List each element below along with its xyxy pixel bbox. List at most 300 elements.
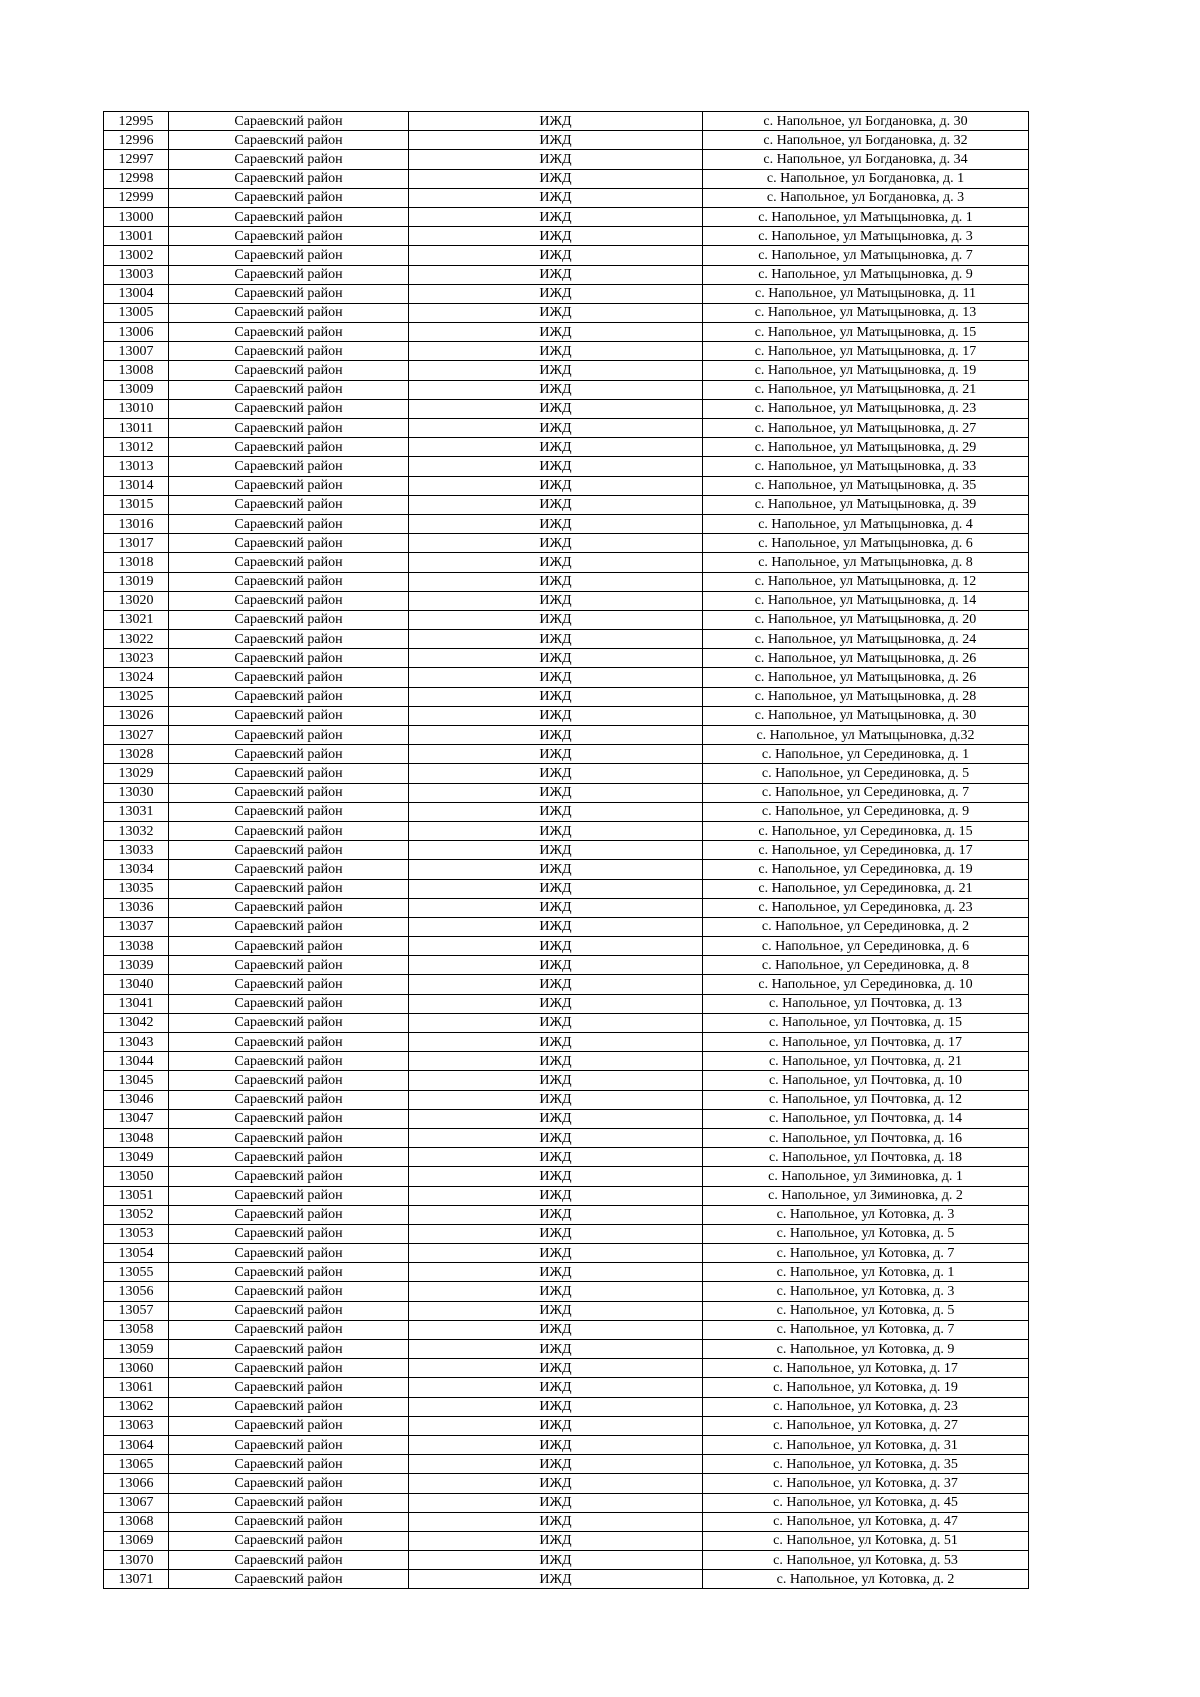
record-number-cell: 13013 — [104, 457, 169, 476]
district-cell: Сараевский район — [169, 342, 409, 361]
record-number-cell: 13043 — [104, 1033, 169, 1052]
record-number-cell: 13036 — [104, 898, 169, 917]
object-type-cell: ИЖД — [409, 438, 703, 457]
table-row — [104, 610, 1029, 629]
table-row — [104, 1512, 1029, 1531]
table-row — [104, 514, 1029, 533]
district-cell: Сараевский район — [169, 514, 409, 533]
object-type-cell: ИЖД — [409, 1224, 703, 1243]
object-type-cell: ИЖД — [409, 1071, 703, 1090]
district-cell: Сараевский район — [169, 1148, 409, 1167]
object-type-cell: ИЖД — [409, 419, 703, 438]
district-cell: Сараевский район — [169, 649, 409, 668]
address-cell: с. Напольное, ул Серединовка, д. 17 — [703, 841, 1029, 860]
table-row — [104, 207, 1029, 226]
address-cell: с. Напольное, ул Почтовка, д. 16 — [703, 1128, 1029, 1147]
table-row — [104, 457, 1029, 476]
table-row — [104, 1224, 1029, 1243]
record-number-cell: 12998 — [104, 169, 169, 188]
table-row — [104, 1071, 1029, 1090]
record-number-cell: 13035 — [104, 879, 169, 898]
district-cell: Сараевский район — [169, 207, 409, 226]
object-type-cell: ИЖД — [409, 1205, 703, 1224]
table-row — [104, 879, 1029, 898]
address-cell: с. Напольное, ул Богдановка, д. 32 — [703, 131, 1029, 150]
record-number-cell: 13068 — [104, 1512, 169, 1531]
district-cell: Сараевский район — [169, 1531, 409, 1550]
table-row — [104, 745, 1029, 764]
record-number-cell: 13038 — [104, 937, 169, 956]
table-row — [104, 956, 1029, 975]
district-cell: Сараевский район — [169, 1205, 409, 1224]
table-row — [104, 975, 1029, 994]
address-cell: с. Напольное, ул Почтовка, д. 12 — [703, 1090, 1029, 1109]
object-type-cell: ИЖД — [409, 1397, 703, 1416]
address-cell: с. Напольное, ул Котовка, д. 37 — [703, 1474, 1029, 1493]
address-cell: с. Напольное, ул Матыцыновка, д. 15 — [703, 323, 1029, 342]
address-cell: с. Напольное, ул Почтовка, д. 18 — [703, 1148, 1029, 1167]
object-type-cell: ИЖД — [409, 706, 703, 725]
object-type-cell: ИЖД — [409, 553, 703, 572]
object-type-cell: ИЖД — [409, 898, 703, 917]
address-cell: с. Напольное, ул Котовка, д. 35 — [703, 1455, 1029, 1474]
address-cell: с. Напольное, ул Серединовка, д. 5 — [703, 764, 1029, 783]
address-cell: с. Напольное, ул Матыцыновка, д. 27 — [703, 419, 1029, 438]
district-cell: Сараевский район — [169, 572, 409, 591]
object-type-cell: ИЖД — [409, 630, 703, 649]
district-cell: Сараевский район — [169, 1301, 409, 1320]
district-cell: Сараевский район — [169, 438, 409, 457]
object-type-cell: ИЖД — [409, 514, 703, 533]
address-cell: с. Напольное, ул Котовка, д. 53 — [703, 1551, 1029, 1570]
address-cell: с. Напольное, ул Матыцыновка, д. 24 — [703, 630, 1029, 649]
table-row — [104, 1205, 1029, 1224]
table-row — [104, 361, 1029, 380]
record-number-cell: 13025 — [104, 687, 169, 706]
object-type-cell: ИЖД — [409, 668, 703, 687]
district-cell: Сараевский район — [169, 1435, 409, 1454]
address-cell: с. Напольное, ул Богдановка, д. 1 — [703, 169, 1029, 188]
table-row — [104, 476, 1029, 495]
record-number-cell: 13048 — [104, 1128, 169, 1147]
record-number-cell: 13053 — [104, 1224, 169, 1243]
record-number-cell: 13047 — [104, 1109, 169, 1128]
object-type-cell: ИЖД — [409, 975, 703, 994]
district-cell: Сараевский район — [169, 937, 409, 956]
table-row — [104, 1301, 1029, 1320]
address-cell: с. Напольное, ул Котовка, д. 17 — [703, 1359, 1029, 1378]
object-type-cell: ИЖД — [409, 1263, 703, 1282]
address-cell: с. Напольное, ул Матыцыновка, д. 20 — [703, 610, 1029, 629]
object-type-cell: ИЖД — [409, 1033, 703, 1052]
object-type-cell: ИЖД — [409, 1090, 703, 1109]
object-type-cell: ИЖД — [409, 572, 703, 591]
table-row — [104, 1359, 1029, 1378]
table-row — [104, 1320, 1029, 1339]
record-number-cell: 13049 — [104, 1148, 169, 1167]
address-cell: с. Напольное, ул Матыцыновка, д. 4 — [703, 514, 1029, 533]
record-number-cell: 13050 — [104, 1167, 169, 1186]
record-number-cell: 13007 — [104, 342, 169, 361]
object-type-cell: ИЖД — [409, 112, 703, 131]
district-cell: Сараевский район — [169, 303, 409, 322]
table-row — [104, 150, 1029, 169]
table-row — [104, 1570, 1029, 1589]
record-number-cell: 12997 — [104, 150, 169, 169]
object-type-cell: ИЖД — [409, 1109, 703, 1128]
table-row — [104, 668, 1029, 687]
object-type-cell: ИЖД — [409, 1416, 703, 1435]
district-cell: Сараевский район — [169, 457, 409, 476]
district-cell: Сараевский район — [169, 169, 409, 188]
object-type-cell: ИЖД — [409, 1301, 703, 1320]
object-type-cell: ИЖД — [409, 227, 703, 246]
table-row — [104, 1090, 1029, 1109]
object-type-cell: ИЖД — [409, 1512, 703, 1531]
district-cell: Сараевский район — [169, 476, 409, 495]
district-cell: Сараевский район — [169, 188, 409, 207]
address-cell: с. Напольное, ул Серединовка, д. 1 — [703, 745, 1029, 764]
district-cell: Сараевский район — [169, 1263, 409, 1282]
record-number-cell: 13020 — [104, 591, 169, 610]
record-number-cell: 13027 — [104, 726, 169, 745]
district-cell: Сараевский район — [169, 1052, 409, 1071]
record-number-cell: 13024 — [104, 668, 169, 687]
record-number-cell: 13051 — [104, 1186, 169, 1205]
address-cell: с. Напольное, ул Котовка, д. 1 — [703, 1263, 1029, 1282]
table-row — [104, 630, 1029, 649]
object-type-cell: ИЖД — [409, 687, 703, 706]
table-row — [104, 1128, 1029, 1147]
object-type-cell: ИЖД — [409, 380, 703, 399]
table-row — [104, 188, 1029, 207]
district-cell: Сараевский район — [169, 802, 409, 821]
address-cell: с. Напольное, ул Котовка, д. 3 — [703, 1205, 1029, 1224]
address-cell: с. Напольное, ул Серединовка, д. 10 — [703, 975, 1029, 994]
table-row — [104, 438, 1029, 457]
address-cell: с. Напольное, ул Матыцыновка, д. 19 — [703, 361, 1029, 380]
record-number-cell: 13018 — [104, 553, 169, 572]
address-cell: с. Напольное, ул Серединовка, д. 21 — [703, 879, 1029, 898]
district-cell: Сараевский район — [169, 131, 409, 150]
district-cell: Сараевский район — [169, 246, 409, 265]
record-number-cell: 13015 — [104, 495, 169, 514]
district-cell: Сараевский район — [169, 1128, 409, 1147]
object-type-cell: ИЖД — [409, 131, 703, 150]
table-row — [104, 265, 1029, 284]
address-cell: с. Напольное, ул Серединовка, д. 7 — [703, 783, 1029, 802]
district-cell: Сараевский район — [169, 1416, 409, 1435]
register-table — [103, 111, 1029, 1589]
district-cell: Сараевский район — [169, 1359, 409, 1378]
record-number-cell: 13064 — [104, 1435, 169, 1454]
record-number-cell: 13071 — [104, 1570, 169, 1589]
table-row — [104, 1052, 1029, 1071]
address-cell: с. Напольное, ул Матыцыновка, д. 1 — [703, 207, 1029, 226]
address-cell: с. Напольное, ул Матыцыновка, д. 8 — [703, 553, 1029, 572]
object-type-cell: ИЖД — [409, 745, 703, 764]
table-row — [104, 323, 1029, 342]
district-cell: Сараевский район — [169, 265, 409, 284]
district-cell: Сараевский район — [169, 1570, 409, 1589]
object-type-cell: ИЖД — [409, 150, 703, 169]
table-row — [104, 1340, 1029, 1359]
district-cell: Сараевский район — [169, 323, 409, 342]
table-row — [104, 1148, 1029, 1167]
record-number-cell: 13026 — [104, 706, 169, 725]
address-cell: с. Напольное, ул Почтовка, д. 15 — [703, 1013, 1029, 1032]
district-cell: Сараевский район — [169, 668, 409, 687]
object-type-cell: ИЖД — [409, 246, 703, 265]
object-type-cell: ИЖД — [409, 1244, 703, 1263]
district-cell: Сараевский район — [169, 1397, 409, 1416]
table-row — [104, 246, 1029, 265]
object-type-cell: ИЖД — [409, 1435, 703, 1454]
table-row — [104, 284, 1029, 303]
address-cell: с. Напольное, ул Котовка, д. 7 — [703, 1320, 1029, 1339]
address-cell: с. Напольное, ул Богдановка, д. 30 — [703, 112, 1029, 131]
district-cell: Сараевский район — [169, 1551, 409, 1570]
object-type-cell: ИЖД — [409, 1052, 703, 1071]
table-row — [104, 937, 1029, 956]
object-type-cell: ИЖД — [409, 1570, 703, 1589]
record-number-cell: 13029 — [104, 764, 169, 783]
record-number-cell: 13002 — [104, 246, 169, 265]
address-cell: с. Напольное, ул Серединовка, д. 19 — [703, 860, 1029, 879]
object-type-cell: ИЖД — [409, 265, 703, 284]
record-number-cell: 13032 — [104, 821, 169, 840]
district-cell: Сараевский район — [169, 150, 409, 169]
district-cell: Сараевский район — [169, 1071, 409, 1090]
district-cell: Сараевский район — [169, 1186, 409, 1205]
table-row — [104, 706, 1029, 725]
district-cell: Сараевский район — [169, 1167, 409, 1186]
object-type-cell: ИЖД — [409, 303, 703, 322]
district-cell: Сараевский район — [169, 630, 409, 649]
district-cell: Сараевский район — [169, 1282, 409, 1301]
district-cell: Сараевский район — [169, 1244, 409, 1263]
record-number-cell: 13030 — [104, 783, 169, 802]
table-row — [104, 1378, 1029, 1397]
district-cell: Сараевский район — [169, 687, 409, 706]
district-cell: Сараевский район — [169, 284, 409, 303]
district-cell: Сараевский район — [169, 1013, 409, 1032]
object-type-cell: ИЖД — [409, 1320, 703, 1339]
address-cell: с. Напольное, ул Котовка, д. 31 — [703, 1435, 1029, 1454]
address-cell: с. Напольное, ул Матыцыновка, д. 35 — [703, 476, 1029, 495]
record-number-cell: 13023 — [104, 649, 169, 668]
table-row — [104, 1551, 1029, 1570]
record-number-cell: 13017 — [104, 534, 169, 553]
address-cell: с. Напольное, ул Матыцыновка, д. 14 — [703, 591, 1029, 610]
address-cell: с. Напольное, ул Серединовка, д. 23 — [703, 898, 1029, 917]
object-type-cell: ИЖД — [409, 399, 703, 418]
district-cell: Сараевский район — [169, 1224, 409, 1243]
address-cell: с. Напольное, ул Котовка, д. 23 — [703, 1397, 1029, 1416]
address-cell: с. Напольное, ул Серединовка, д. 8 — [703, 956, 1029, 975]
address-cell: с. Напольное, ул Матыцыновка, д. 9 — [703, 265, 1029, 284]
object-type-cell: ИЖД — [409, 994, 703, 1013]
record-number-cell: 13005 — [104, 303, 169, 322]
table-row — [104, 534, 1029, 553]
object-type-cell: ИЖД — [409, 860, 703, 879]
address-cell: с. Напольное, ул Котовка, д. 3 — [703, 1282, 1029, 1301]
district-cell: Сараевский район — [169, 1090, 409, 1109]
table-row — [104, 917, 1029, 936]
object-type-cell: ИЖД — [409, 1378, 703, 1397]
district-cell: Сараевский район — [169, 1493, 409, 1512]
address-cell: с. Напольное, ул Почтовка, д. 13 — [703, 994, 1029, 1013]
address-cell: с. Напольное, ул Котовка, д. 47 — [703, 1512, 1029, 1531]
record-number-cell: 13000 — [104, 207, 169, 226]
record-number-cell: 13034 — [104, 860, 169, 879]
object-type-cell: ИЖД — [409, 917, 703, 936]
record-number-cell: 13011 — [104, 419, 169, 438]
table-row — [104, 860, 1029, 879]
district-cell: Сараевский район — [169, 380, 409, 399]
object-type-cell: ИЖД — [409, 1167, 703, 1186]
object-type-cell: ИЖД — [409, 1474, 703, 1493]
table-row — [104, 1455, 1029, 1474]
address-cell: с. Напольное, ул Матыцыновка, д.32 — [703, 726, 1029, 745]
table-row — [104, 1033, 1029, 1052]
address-cell: с. Напольное, ул Матыцыновка, д. 28 — [703, 687, 1029, 706]
address-cell: с. Напольное, ул Зиминовка, д. 1 — [703, 1167, 1029, 1186]
table-row — [104, 419, 1029, 438]
address-cell: с. Напольное, ул Матыцыновка, д. 26 — [703, 649, 1029, 668]
record-number-cell: 13045 — [104, 1071, 169, 1090]
address-cell: с. Напольное, ул Котовка, д. 51 — [703, 1531, 1029, 1550]
address-register-table — [103, 111, 1028, 1589]
address-cell: с. Напольное, ул Матыцыновка, д. 17 — [703, 342, 1029, 361]
address-cell: с. Напольное, ул Котовка, д. 19 — [703, 1378, 1029, 1397]
object-type-cell: ИЖД — [409, 534, 703, 553]
district-cell: Сараевский район — [169, 112, 409, 131]
table-row — [104, 1474, 1029, 1493]
object-type-cell: ИЖД — [409, 207, 703, 226]
district-cell: Сараевский район — [169, 783, 409, 802]
table-row — [104, 380, 1029, 399]
table-row — [104, 802, 1029, 821]
district-cell: Сараевский район — [169, 1378, 409, 1397]
district-cell: Сараевский район — [169, 1512, 409, 1531]
object-type-cell: ИЖД — [409, 1013, 703, 1032]
object-type-cell: ИЖД — [409, 783, 703, 802]
address-cell: с. Напольное, ул Матыцыновка, д. 6 — [703, 534, 1029, 553]
district-cell: Сараевский район — [169, 1320, 409, 1339]
object-type-cell: ИЖД — [409, 802, 703, 821]
record-number-cell: 13070 — [104, 1551, 169, 1570]
address-cell: с. Напольное, ул Матыцыновка, д. 12 — [703, 572, 1029, 591]
record-number-cell: 13033 — [104, 841, 169, 860]
table-row — [104, 821, 1029, 840]
record-number-cell: 13058 — [104, 1320, 169, 1339]
record-number-cell: 13060 — [104, 1359, 169, 1378]
table-row — [104, 1263, 1029, 1282]
object-type-cell: ИЖД — [409, 1128, 703, 1147]
district-cell: Сараевский район — [169, 1340, 409, 1359]
address-cell: с. Напольное, ул Матыцыновка, д. 7 — [703, 246, 1029, 265]
record-number-cell: 13044 — [104, 1052, 169, 1071]
record-number-cell: 13039 — [104, 956, 169, 975]
district-cell: Сараевский район — [169, 821, 409, 840]
object-type-cell: ИЖД — [409, 1551, 703, 1570]
district-cell: Сараевский район — [169, 726, 409, 745]
address-cell: с. Напольное, ул Богдановка, д. 3 — [703, 188, 1029, 207]
district-cell: Сараевский район — [169, 1455, 409, 1474]
object-type-cell: ИЖД — [409, 323, 703, 342]
record-number-cell: 12995 — [104, 112, 169, 131]
record-number-cell: 13046 — [104, 1090, 169, 1109]
table-row — [104, 131, 1029, 150]
table-row — [104, 1167, 1029, 1186]
object-type-cell: ИЖД — [409, 764, 703, 783]
address-cell: с. Напольное, ул Котовка, д. 2 — [703, 1570, 1029, 1589]
record-number-cell: 13061 — [104, 1378, 169, 1397]
record-number-cell: 13069 — [104, 1531, 169, 1550]
district-cell: Сараевский район — [169, 1474, 409, 1493]
table-row — [104, 1493, 1029, 1512]
record-number-cell: 13010 — [104, 399, 169, 418]
object-type-cell: ИЖД — [409, 188, 703, 207]
table-row — [104, 726, 1029, 745]
record-number-cell: 13014 — [104, 476, 169, 495]
address-cell: с. Напольное, ул Матыцыновка, д. 29 — [703, 438, 1029, 457]
district-cell: Сараевский район — [169, 1109, 409, 1128]
object-type-cell: ИЖД — [409, 284, 703, 303]
district-cell: Сараевский район — [169, 534, 409, 553]
table-row — [104, 1397, 1029, 1416]
district-cell: Сараевский район — [169, 745, 409, 764]
record-number-cell: 13062 — [104, 1397, 169, 1416]
record-number-cell: 13016 — [104, 514, 169, 533]
object-type-cell: ИЖД — [409, 495, 703, 514]
object-type-cell: ИЖД — [409, 937, 703, 956]
address-cell: с. Напольное, ул Матыцыновка, д. 21 — [703, 380, 1029, 399]
record-number-cell: 13055 — [104, 1263, 169, 1282]
object-type-cell: ИЖД — [409, 476, 703, 495]
object-type-cell: ИЖД — [409, 1148, 703, 1167]
record-number-cell: 13067 — [104, 1493, 169, 1512]
address-cell: с. Напольное, ул Котовка, д. 9 — [703, 1340, 1029, 1359]
address-cell: с. Напольное, ул Матыцыновка, д. 13 — [703, 303, 1029, 322]
district-cell: Сараевский район — [169, 994, 409, 1013]
address-cell: с. Напольное, ул Серединовка, д. 2 — [703, 917, 1029, 936]
object-type-cell: ИЖД — [409, 956, 703, 975]
record-number-cell: 13063 — [104, 1416, 169, 1435]
object-type-cell: ИЖД — [409, 610, 703, 629]
object-type-cell: ИЖД — [409, 1340, 703, 1359]
address-cell: с. Напольное, ул Богдановка, д. 34 — [703, 150, 1029, 169]
district-cell: Сараевский район — [169, 495, 409, 514]
address-cell: с. Напольное, ул Почтовка, д. 14 — [703, 1109, 1029, 1128]
object-type-cell: ИЖД — [409, 591, 703, 610]
address-cell: с. Напольное, ул Матыцыновка, д. 11 — [703, 284, 1029, 303]
table-row — [104, 572, 1029, 591]
address-cell: с. Напольное, ул Котовка, д. 5 — [703, 1301, 1029, 1320]
record-number-cell: 13059 — [104, 1340, 169, 1359]
table-body — [104, 112, 1029, 1589]
record-number-cell: 13031 — [104, 802, 169, 821]
object-type-cell: ИЖД — [409, 841, 703, 860]
address-cell: с. Напольное, ул Почтовка, д. 17 — [703, 1033, 1029, 1052]
district-cell: Сараевский район — [169, 591, 409, 610]
object-type-cell: ИЖД — [409, 649, 703, 668]
district-cell: Сараевский район — [169, 764, 409, 783]
district-cell: Сараевский район — [169, 879, 409, 898]
district-cell: Сараевский район — [169, 860, 409, 879]
record-number-cell: 13022 — [104, 630, 169, 649]
